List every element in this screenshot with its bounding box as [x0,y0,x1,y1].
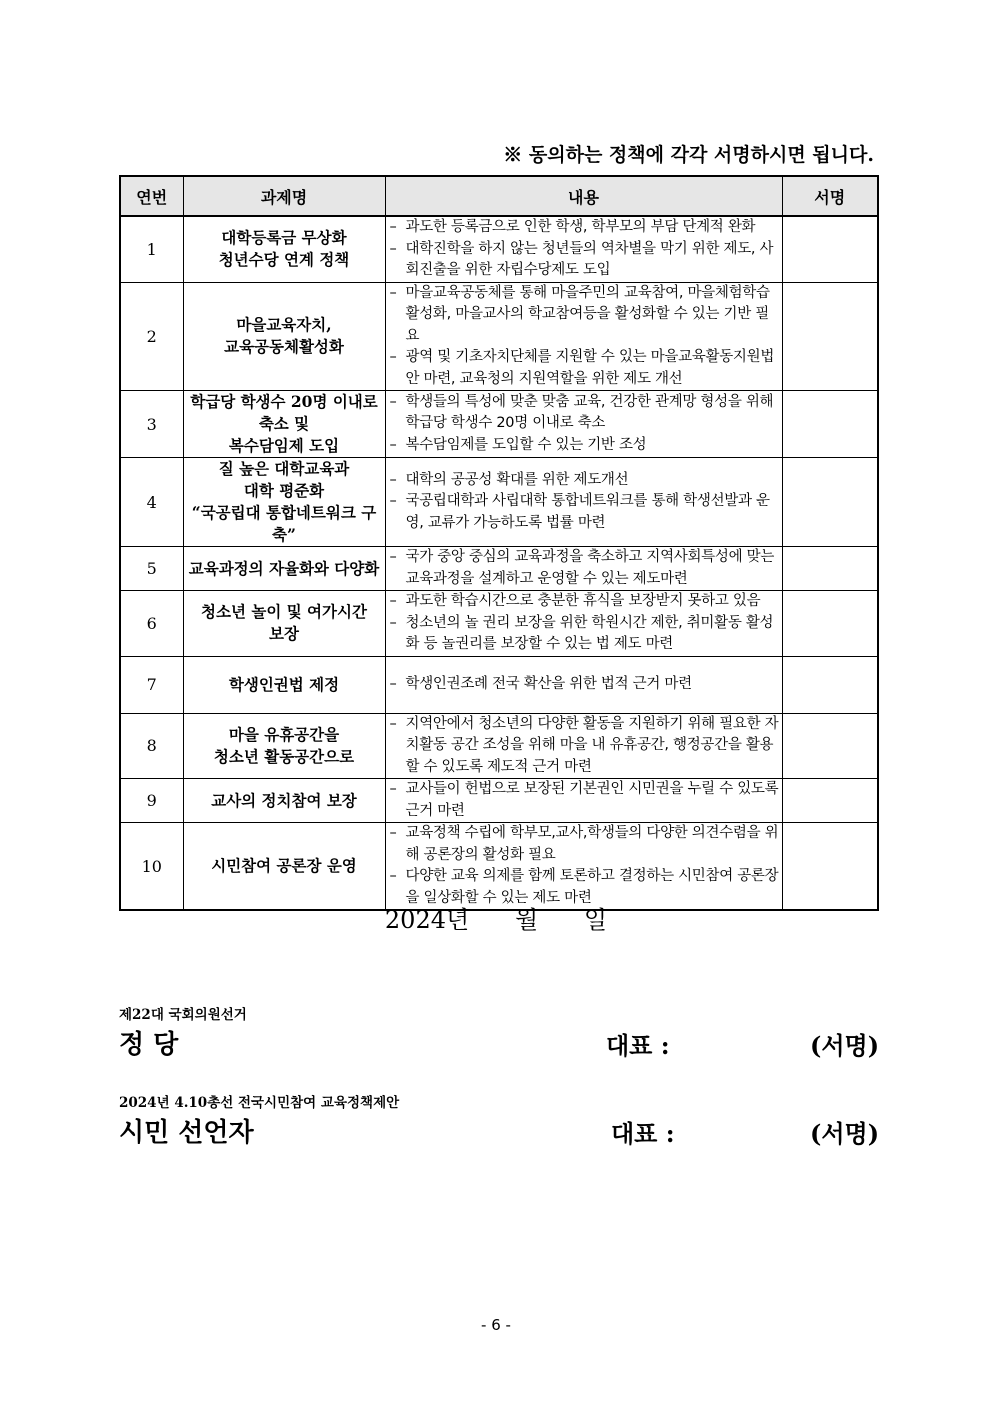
party-sign-label: (서명) [810,1031,880,1060]
task-title-line: 대학 평준화 [243,481,325,500]
task-title-line: 축소 및 [258,414,310,433]
task-content [385,713,782,779]
citizen-caption: 2024년 4.10총선 전국시민참여 교육정책제안 [119,1095,400,1111]
task-title-line: 질 높은 대학교육과 [218,459,350,478]
task-title-line: 교육과정의 자율화와 다양화 [188,558,380,578]
policy-table [119,175,879,911]
row-number: 5 [120,547,183,591]
header-no: 연번 [120,176,183,216]
row-number: 8 [120,713,183,779]
row-number: 6 [120,591,183,657]
citizen-sign-label: (서명) [810,1119,880,1148]
task-title-line: 교사의 정치참여 보장 [211,790,357,810]
task-title [183,216,385,282]
dash-icon: – [389,593,397,609]
signature-cell[interactable] [782,656,878,713]
row-number: 10 [120,823,183,911]
header-title: 과제명 [183,176,385,216]
task-content [385,391,782,458]
content-text: 학생인권조례 전국 확산을 위한 법적 근거 마련 [405,675,692,692]
row-number: 4 [120,458,183,547]
task-title [183,591,385,657]
content-text: 학생들의 특성에 맞춘 맞춤 교육, 건강한 관계망 형성을 위해 학급당 학생수 20명 이내로 축소 [405,393,774,432]
content-bullet [386,347,782,390]
row-number: 3 [120,391,183,458]
task-title [183,779,385,823]
signature-cell[interactable] [782,458,878,547]
signature-cell[interactable] [782,823,878,911]
table-header-row [120,176,878,216]
table-row [120,779,878,823]
dash-icon: – [389,675,397,692]
content-text: 대학의 공공성 확대를 위한 제도개선 [405,471,629,488]
task-title-line: 청년수당 연계 정책 [218,250,350,270]
task-title [183,391,385,458]
content-bullet [386,674,782,696]
row-number: 2 [120,282,183,391]
content-text: 다양한 교육 의제를 함께 토론하고 결정하는 시민참여 공론장을 일상화할 수 있는 제도 마련 [405,868,779,906]
content-text: 복수담임제를 도입할 수 있는 기반 조성 [405,436,647,453]
task-title [183,823,385,911]
header-sign: 서명 [782,176,878,216]
content-bullet [386,547,782,590]
task-title-line: 청소년 활동공간으로 [213,746,355,766]
table-row [120,656,878,713]
task-content [385,656,782,713]
task-content [385,458,782,547]
table-row [120,216,878,282]
content-bullet [386,283,782,348]
task-title-line: 청소년 놀이 및 여가시간 [201,602,367,622]
dash-icon: – [389,349,397,365]
dash-icon: – [389,493,397,510]
party-caption: 제22대 국회의원선거 [119,1007,247,1023]
dash-icon: – [389,393,397,410]
task-title-line: “국공립대 통합네트워크 구축” [191,503,377,544]
signature-cell[interactable] [782,779,878,823]
table-row [120,458,878,547]
content-text: 국공립대학과 사립대학 통합네트워크를 통해 학생선발과 운영, 교류가 가능하도록 법률 마련 [405,493,770,531]
content-bullet [386,491,782,534]
content-bullet [386,470,782,492]
task-title-line: 보장 [269,624,299,644]
task-title [183,656,385,713]
content-text: 마을교육공동체를 통해 마을주민의 교육참여, 마을체험학습 활성화, 마을교사의 학교참여등을 활성화할 수 있는 기반 필요 [405,284,770,344]
table-row [120,713,878,779]
content-text: 청소년의 놀 권리 보장을 위한 학원시간 제한, 취미활동 활성화 등 놀권리를 보장할 수 있는 법 제도 마련 [405,614,774,652]
dash-icon: – [389,549,397,565]
dash-icon: – [389,219,397,235]
citizen-rep-label: 대표 : [611,1119,675,1148]
task-content [385,282,782,391]
content-text: 대학진학을 하지 않는 청년들의 역차별을 막기 위한 제도, 사회진출을 위한 자립수당제도 도입 [405,240,774,278]
table-row [120,547,878,591]
content-bullet [386,217,782,239]
content-bullet [386,823,782,866]
task-title [183,713,385,779]
signature-cell[interactable] [782,282,878,391]
content-text: 교사들이 헌법으로 보장된 기본권인 시민권을 누릴 수 있도록 근거 마련 [405,781,779,819]
signature-cell[interactable] [782,713,878,779]
task-title [183,282,385,391]
task-title-line: 복수담임제 도입 [228,436,340,455]
dash-icon: – [389,825,397,841]
row-number: 9 [120,779,183,823]
dash-icon: – [389,614,397,631]
task-title [183,547,385,591]
content-bullet [386,613,782,656]
signature-cell[interactable] [782,591,878,657]
content-text: 과도한 등록금으로 인한 학생, 학부모의 부담 단계적 완화 [405,219,756,235]
content-text: 과도한 학습시간으로 충분한 휴식을 보장받지 못하고 있음 [405,593,761,609]
table-row [120,823,878,911]
dash-icon: – [389,240,397,257]
dash-icon: – [389,781,397,797]
task-content [385,779,782,823]
content-text: 국가 중앙 중심의 교육과정을 축소하고 지역사회특성에 맞는 교육과정을 설계하고 운영할 수 있는 제도마련 [405,549,775,587]
task-content [385,216,782,282]
content-bullet [386,591,782,613]
task-title-line: 교육공동체활성화 [224,337,344,357]
task-title [183,458,385,547]
content-bullet [386,392,782,435]
task-content [385,823,782,911]
content-bullet [386,239,782,282]
content-bullet [386,714,782,779]
date-line: 2024년 월 일 [384,906,608,934]
party-label: 정 당 [119,1030,179,1060]
row-number: 7 [120,656,183,713]
dash-icon: – [389,284,397,301]
table-row [120,391,878,458]
content-bullet [386,779,782,822]
task-title-line: 마을교육자치, [236,315,332,335]
task-title-line: 학급당 학생수 20명 이내로 [190,392,378,411]
content-text: 지역안에서 청소년의 다양한 활동을 지원하기 위해 필요한 자치활동 공간 조성을 위해 마을 내 유휴공간, 행정공간을 활용할 수 있도록 제도적 근거 마련 [405,715,779,775]
row-number: 1 [120,216,183,282]
task-content [385,547,782,591]
task-title-line: 학생인권법 제정 [228,674,340,694]
content-bullet [386,435,782,457]
dash-icon: – [389,715,397,732]
content-text: 교육정책 수립에 학부모,교사,학생들의 다양한 의견수렴을 위해 공론장의 활성화 필요 [405,825,779,863]
content-text: 광역 및 기초자치단체를 지원할 수 있는 마을교육활동지원법안 마련, 교육청의 지원역할을 위한 제도 개선 [405,349,775,387]
page-number: - 6 - [481,1316,511,1334]
signature-cell[interactable] [782,391,878,458]
table-row [120,591,878,657]
dash-icon: – [389,868,397,884]
party-rep-label: 대표 : [606,1031,670,1060]
task-content [385,591,782,657]
task-title-line: 마을 유휴공간을 [228,724,340,744]
header-content: 내용 [385,176,782,216]
signature-cell[interactable] [782,547,878,591]
dash-icon: – [389,436,397,453]
dash-icon: – [389,471,397,488]
task-title-line: 대학등록금 무상화 [221,228,347,248]
table-row [120,282,878,391]
signature-cell[interactable] [782,216,878,282]
citizen-label: 시민 선언자 [119,1118,254,1148]
instruction-notice: ※ 동의하는 정책에 각각 서명하시면 됩니다. [503,144,874,166]
task-title-line: 시민참여 공론장 운영 [211,856,357,875]
